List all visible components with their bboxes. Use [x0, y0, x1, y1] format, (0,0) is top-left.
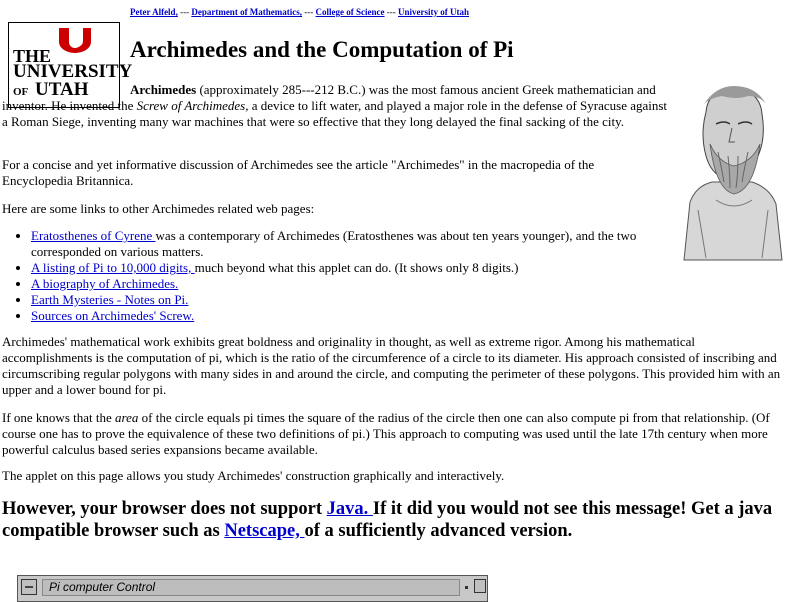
page-title: Archimedes and the Computation of Pi	[130, 37, 514, 62]
breadcrumb-link-department[interactable]: Department of Mathematics,	[191, 7, 303, 17]
area-text: of the circle equals pi times the square of the radius of the circle then one can also compute pi from that relationship. (Of course one has to prove the equivalence of these two definitions of pi.) This approach to computing was used until the late 17th century when more powerful calculus based series expansions became available.	[2, 410, 770, 457]
breadcrumb	[130, 7, 469, 18]
breadcrumb-link-author[interactable]: Peter Alfeld,	[130, 7, 178, 17]
logo-text-the: THE	[13, 46, 52, 66]
related-links-list	[2, 228, 651, 324]
list-item	[31, 276, 651, 292]
intro-text: , a device to lift water, and played a major role in the defense of Syracuse against a Roman Siege, inventing many war machines that were so effective that they long delayed the final sacking of the city.	[2, 98, 668, 129]
link-archimedes-screw[interactable]: Sources on Archimedes' Screw.	[31, 308, 195, 323]
link-description: much beyond what this applet can do. (It shows only 8 digits.)	[194, 260, 519, 275]
link-eratosthenes[interactable]: Eratosthenes of Cyrene	[31, 228, 156, 243]
intro-screw: Screw of Archimedes	[136, 98, 246, 113]
list-item	[31, 308, 651, 324]
block-u-icon	[57, 27, 101, 53]
java-notice-text: If it did you would not see this message! Get a java compatible browser such as	[2, 499, 773, 541]
applet-window[interactable]	[17, 575, 488, 602]
applet-paragraph: The applet on this page allows you study Archimedes' construction graphically and interactively.	[2, 468, 505, 483]
links-intro-paragraph: Here are some links to other Archimedes related web pages:	[2, 201, 315, 216]
java-notice-text: However, your browser does not support	[2, 499, 327, 519]
britannica-paragraph: For a concise and yet informative discussion of Archimedes see the article "Archimedes" in the macropedia of the Encyclopedia Britannica.	[2, 157, 595, 188]
netscape-link[interactable]: Netscape,	[224, 521, 305, 541]
logo-text-of: OF	[13, 86, 29, 98]
list-item	[31, 260, 651, 276]
area-text: If one knows that the	[2, 410, 116, 425]
breadcrumb-link-university[interactable]: University of Utah	[398, 7, 470, 17]
breadcrumb-separator: ---	[304, 7, 314, 17]
area-emphasis: area	[115, 410, 139, 425]
window-menu-button[interactable]	[21, 579, 37, 595]
intro-text: (approximately 285---212 B.C.) was the most famous ancient Greek mathematician and inventor. He invented the	[2, 82, 656, 113]
intro-paragraph	[2, 79, 672, 130]
link-description: was a contemporary of Archimedes (Eratosthenes was about ten years younger), and the two corresponded on various matters.	[31, 228, 637, 259]
breadcrumb-link-college[interactable]: College of Science	[315, 7, 385, 17]
list-item	[31, 228, 651, 260]
maximize-button[interactable]	[474, 579, 486, 593]
archimedes-bust-image	[676, 82, 788, 262]
breadcrumb-separator: ---	[180, 7, 190, 17]
java-notice-text: of a sufficiently advanced version.	[304, 521, 573, 541]
java-notice	[2, 498, 788, 542]
list-item	[31, 292, 651, 308]
logo-text-utah: UTAH	[35, 79, 89, 100]
link-biography[interactable]: A biography of Archimedes.	[31, 276, 179, 291]
link-pi-digits[interactable]: A listing of Pi to 10,000 digits,	[31, 260, 195, 275]
applet-window-title[interactable]: Pi computer Control	[42, 579, 460, 596]
intro-name: Archimedes	[130, 82, 197, 97]
mathematical-work-paragraph: Archimedes' mathematical work exhibits great boldness and originality in thought, as well as extreme rigor. Among his mathematical accomplishments is the computation of pi, which is the ratio of the circumference of a circle to its diameter. His approach consisted of inscribing and circumscribing regular polygons with many sides in and around the circle, and computing the perimeter of these polygons. This provided him with an upper and a lower bound for pi.	[2, 334, 781, 397]
area-paragraph	[2, 410, 788, 458]
link-earth-mysteries[interactable]: Earth Mysteries - Notes on Pi.	[31, 292, 189, 307]
breadcrumb-separator: ---	[386, 7, 396, 17]
minimize-button[interactable]	[462, 579, 472, 595]
logo-text-university: UNIVERSITY	[13, 61, 133, 82]
java-link[interactable]: Java.	[326, 499, 373, 519]
